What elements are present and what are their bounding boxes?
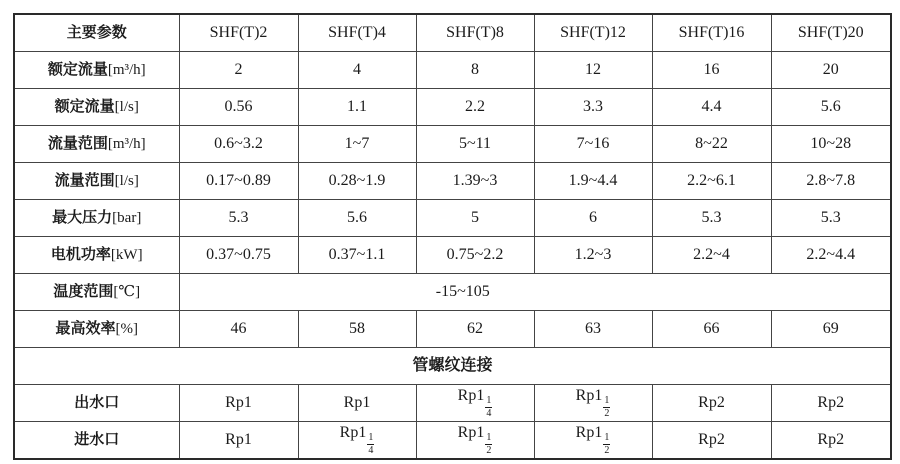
row-label-text: 额定流量	[47, 62, 108, 79]
row-label	[14, 422, 179, 460]
value-cell: Rp1 $\frac{1}{2}$	[416, 422, 534, 460]
value-cell: 0.75~2.2	[416, 237, 534, 274]
spec-row	[14, 274, 891, 311]
value-cell: 1.2~3	[534, 237, 652, 274]
row-label-text: 最高效率	[55, 321, 116, 338]
value-cell: Rp2	[652, 385, 771, 422]
row-label	[14, 52, 179, 89]
value-cell: Rp1	[179, 422, 298, 460]
section-row	[14, 348, 891, 385]
row-label-text: 温度范围	[53, 284, 114, 301]
value-cell: 0.37~0.75	[179, 237, 298, 274]
value-cell: 0.37~1.1	[298, 237, 416, 274]
value-cell: 2.2~4.4	[771, 237, 891, 274]
value-cell: 0.6~3.2	[179, 126, 298, 163]
row-label-unit: [m³/h]	[107, 62, 146, 79]
param-col-header	[14, 14, 179, 52]
spec-row	[14, 126, 891, 163]
value-cell: Rp1 $\frac{1}{2}$	[534, 385, 652, 422]
spec-table-container	[13, 13, 892, 460]
model-col-header: SHF(T)2	[179, 14, 298, 52]
value-cell: Rp2	[771, 385, 891, 422]
row-label-unit: [%]	[115, 321, 138, 338]
row-label	[14, 385, 179, 422]
spec-row	[14, 200, 891, 237]
value-cell: 20	[771, 52, 891, 89]
value-cell: 1.39~3	[416, 163, 534, 200]
spec-row	[14, 311, 891, 348]
row-label-unit: [℃]	[113, 284, 141, 301]
model-col-header: SHF(T)20	[771, 14, 891, 52]
row-label-text: 流量范围	[54, 173, 115, 190]
value-cell: 2.2~4	[652, 237, 771, 274]
value-cell: 6	[534, 200, 652, 237]
value-cell: 2.8~7.8	[771, 163, 891, 200]
value-cell: 62	[416, 311, 534, 348]
value-cell: 2	[179, 52, 298, 89]
value-cell: 16	[652, 52, 771, 89]
row-label-unit: [l/s]	[114, 99, 139, 116]
value-cell: Rp1 $\frac{1}{4}$	[416, 385, 534, 422]
value-cell: Rp2	[771, 422, 891, 460]
model-col-header: SHF(T)8	[416, 14, 534, 52]
value-cell: Rp1 $\frac{1}{4}$	[298, 422, 416, 460]
row-label	[14, 274, 179, 311]
merged-value-text: -15~105	[435, 283, 490, 301]
spec-table	[13, 13, 892, 460]
spec-row	[14, 89, 891, 126]
row-label	[14, 311, 179, 348]
spec-row	[14, 385, 891, 422]
value-cell: 4	[298, 52, 416, 89]
row-label-text: 电机功率	[50, 247, 111, 264]
section-header-cell: 管螺纹连接	[14, 348, 891, 385]
value-cell: 1~7	[298, 126, 416, 163]
value-cell: 10~28	[771, 126, 891, 163]
spec-row	[14, 237, 891, 274]
value-cell: 5.6	[771, 89, 891, 126]
model-col-header: SHF(T)12	[534, 14, 652, 52]
param-col-header-text: 主要参数	[66, 25, 127, 42]
value-cell: Rp1	[298, 385, 416, 422]
model-col-header: SHF(T)16	[652, 14, 771, 52]
value-cell: 8	[416, 52, 534, 89]
spec-row	[14, 163, 891, 200]
row-label-text: 出水口	[74, 395, 120, 412]
stacked-fraction: $\frac{1}{2}$	[604, 432, 610, 456]
value-cell: 7~16	[534, 126, 652, 163]
value-cell: 5	[416, 200, 534, 237]
row-label	[14, 163, 179, 200]
value-cell: 63	[534, 311, 652, 348]
spec-row	[14, 52, 891, 89]
value-cell: 66	[652, 311, 771, 348]
row-label	[14, 89, 179, 126]
spec-table-body	[14, 14, 891, 459]
value-cell: 5.3	[179, 200, 298, 237]
row-label	[14, 200, 179, 237]
value-cell: 2.2	[416, 89, 534, 126]
value-cell: 0.56	[179, 89, 298, 126]
value-cell: Rp1	[179, 385, 298, 422]
row-label-text: 流量范围	[47, 136, 108, 153]
stacked-fraction: $\frac{1}{2}$	[604, 395, 610, 419]
stacked-fraction: $\frac{1}{4}$	[486, 395, 492, 419]
value-cell: 69	[771, 311, 891, 348]
stacked-fraction: $\frac{1}{4}$	[368, 432, 374, 456]
value-cell: 5.3	[652, 200, 771, 237]
value-cell: 46	[179, 311, 298, 348]
value-cell: 4.4	[652, 89, 771, 126]
row-label	[14, 237, 179, 274]
value-cell: 5.6	[298, 200, 416, 237]
value-cell: 5.3	[771, 200, 891, 237]
row-label	[14, 126, 179, 163]
value-cell: 2.2~6.1	[652, 163, 771, 200]
value-cell: 0.28~1.9	[298, 163, 416, 200]
value-cell: 8~22	[652, 126, 771, 163]
model-col-header: SHF(T)4	[298, 14, 416, 52]
row-label-unit: [l/s]	[114, 173, 139, 190]
row-label-unit: [kW]	[110, 247, 143, 264]
header-row	[14, 14, 891, 52]
row-label-text: 额定流量	[54, 99, 115, 116]
stacked-fraction: $\frac{1}{2}$	[486, 432, 492, 456]
value-cell: Rp1 $\frac{1}{2}$	[534, 422, 652, 460]
row-label-unit: [bar]	[112, 210, 142, 227]
value-cell: 5~11	[416, 126, 534, 163]
spec-row	[14, 422, 891, 460]
value-cell: 1.1	[298, 89, 416, 126]
value-cell: Rp2	[652, 422, 771, 460]
row-label-text: 进水口	[74, 432, 120, 449]
value-cell: 0.17~0.89	[179, 163, 298, 200]
value-cell: 1.9~4.4	[534, 163, 652, 200]
row-label-text: 最大压力	[52, 210, 113, 227]
value-cell: 3.3	[534, 89, 652, 126]
row-label-unit: [m³/h]	[107, 136, 146, 153]
value-cell: 12	[534, 52, 652, 89]
value-cell: 58	[298, 311, 416, 348]
merged-value-cell	[179, 274, 891, 311]
